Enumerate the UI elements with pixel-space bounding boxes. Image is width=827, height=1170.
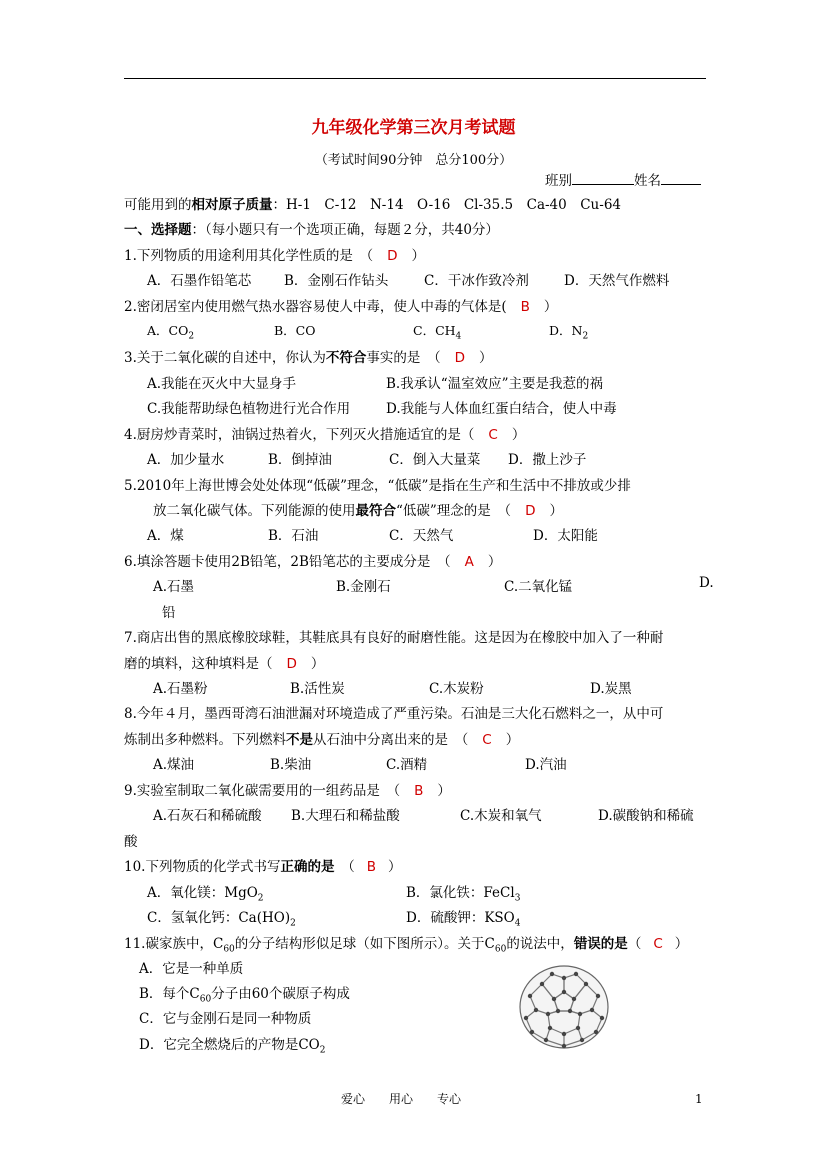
atomic-masses-bold: 相对原子质量: [191, 197, 273, 213]
exam-info: （考试时间90分钟 总分100分）: [314, 153, 513, 168]
q10-stem-1: 10.下列物质的化学式书写: [124, 859, 281, 875]
question-11: [124, 932, 688, 955]
q5-line-1: 5.2010年上海世博会处处体现“低碳”理念，“低碳”是指在生产和生活中不排放或少排: [124, 478, 631, 494]
q2-option-a[interactable]: [147, 321, 194, 342]
q7-line-2: 磨的填料，这种填料是（: [124, 656, 273, 672]
q2-d-sub: 2: [582, 331, 589, 342]
q2-option-b[interactable]: B．CO: [274, 323, 316, 338]
q11-close: ）: [674, 936, 689, 952]
q5-answer: D: [525, 503, 536, 519]
q2-c-text: C．CH: [413, 323, 456, 338]
q11-option-b[interactable]: [139, 982, 350, 1005]
q4-option-a[interactable]: A．加少量水: [147, 452, 225, 468]
question-5: [153, 499, 563, 519]
q3-bold: 不符合: [325, 350, 367, 366]
q11-d-text: D．它完全燃烧后的产物是CO: [139, 1037, 320, 1053]
q5-line-2a: 放二氧化碳气体。下列能源的使用: [153, 503, 356, 519]
atomic-masses: [124, 193, 621, 213]
q11-s4: （: [627, 936, 642, 952]
page-title: 九年级化学第三次月考试题: [311, 118, 516, 138]
c60-molecule-image: [518, 964, 610, 1050]
q7-close: ）: [310, 656, 325, 672]
q2-option-d[interactable]: [549, 321, 588, 342]
q4-stem: 4.厨房炒青菜时，油锅过热着火，下列灭火措施适宜的是（: [124, 427, 475, 443]
q11-s3: 的说法中，: [506, 936, 574, 952]
q9-option-a[interactable]: A.石灰石和稀硫酸: [153, 808, 262, 824]
atomic-masses-prefix: 可能用到的: [124, 197, 192, 213]
q9-option-c[interactable]: C.木炭和氧气: [460, 808, 542, 824]
q10-close: ）: [388, 859, 402, 875]
q6-option-a[interactable]: A.石墨: [153, 579, 195, 595]
q10-option-a[interactable]: [147, 881, 264, 904]
q11-option-d[interactable]: [139, 1033, 325, 1056]
q1-option-c[interactable]: C．干冰作致冷剂: [424, 273, 529, 289]
q9-stem: 9.实验室制取二氧化碳需要用的一组药品是 （: [124, 783, 401, 799]
q8-option-a[interactable]: A.煤油: [153, 757, 195, 773]
q11-bold: 错误的是: [573, 936, 628, 952]
q7-option-c[interactable]: C.木炭粉: [429, 681, 484, 697]
q10-c-text: C．氢氧化钙：Ca(HO): [147, 910, 291, 926]
q5-bold: 最符合: [355, 503, 396, 519]
q6-option-b[interactable]: B.金刚石: [336, 579, 391, 595]
q7-option-d[interactable]: D.炭黑: [590, 681, 632, 697]
q10-answer: B: [366, 859, 376, 875]
q3-option-d[interactable]: D.我能与人体血红蛋白结合，使人中毒: [386, 401, 617, 417]
q10-option-c[interactable]: [147, 906, 296, 929]
page-number: 1: [695, 1092, 703, 1106]
q4-option-b[interactable]: B．倒掉油: [268, 452, 332, 468]
q7-answer: D: [286, 656, 297, 672]
footer-motto: 爱心 用心 专心: [341, 1092, 462, 1106]
q10-stem-2: （: [334, 859, 355, 875]
q3-option-c[interactable]: C.我能帮助绿色植物进行光合作用: [147, 401, 351, 417]
q10-option-d[interactable]: [406, 906, 520, 929]
q6-option-d-continued: 铅: [162, 605, 176, 621]
q1-option-b[interactable]: B．金刚石作钻头: [284, 273, 389, 289]
q8-option-b[interactable]: B.柴油: [270, 757, 312, 773]
student-fields: [545, 169, 701, 189]
q1-option-a[interactable]: A．石墨作铅笔芯: [147, 273, 252, 289]
q2-stem: 2.密闭居室内使用燃气热水器容易使人中毒，使人中毒的气体是(: [124, 299, 507, 315]
q10-c-sub: 2: [290, 918, 296, 929]
q3-answer: D: [454, 350, 466, 366]
q8-bold: 不是: [286, 732, 313, 748]
q9-option-d-continued: 酸: [124, 834, 138, 850]
q6-stem: 6.填涂答题卡使用2B铅笔，2B铅笔芯的主要成分是 （: [124, 554, 451, 570]
q11-b-text-1: B．每个C: [139, 986, 200, 1002]
q11-option-a[interactable]: A．它是一种单质: [139, 961, 244, 977]
q5-line-2b: “低碳”理念的是 （: [396, 503, 512, 519]
q5-option-b[interactable]: B．石油: [268, 528, 319, 544]
q11-s2: 的分子结构形似足球（如下图所示）。关于C: [234, 936, 495, 952]
q11-sub2: 60: [494, 944, 507, 955]
q6-close: ）: [487, 554, 502, 570]
q11-b-sub: 60: [199, 994, 212, 1005]
q11-d-sub: 2: [319, 1045, 326, 1056]
q1-close: ）: [411, 248, 426, 264]
q8-option-c[interactable]: C.酒精: [386, 757, 428, 773]
q5-option-d[interactable]: D．太阳能: [533, 528, 598, 544]
q2-a-sub: 2: [188, 331, 195, 342]
q1-option-d[interactable]: D．天然气作燃料: [564, 273, 670, 289]
name-label: 姓名: [634, 173, 661, 189]
q7-option-b[interactable]: B.活性炭: [290, 681, 345, 697]
question-2: [124, 295, 557, 315]
q2-d-text: D．N: [549, 323, 583, 338]
q5-option-a[interactable]: A．煤: [147, 528, 184, 544]
q3-stem-1: 3.关于二氧化碳的自述中，你认为: [124, 350, 326, 366]
name-blank[interactable]: [661, 172, 701, 185]
question-4: [124, 423, 525, 443]
q3-option-b[interactable]: B.我承认“温室效应”主要是我惹的祸: [386, 376, 604, 392]
q9-option-d[interactable]: D.碳酸钠和稀硫: [598, 808, 694, 824]
question-8: [124, 728, 519, 748]
q8-close: ）: [505, 732, 520, 748]
q10-d-text: D．硫酸钾：KSO: [406, 910, 515, 926]
q8-option-d[interactable]: D.汽油: [525, 757, 567, 773]
class-label: 班别: [545, 173, 572, 189]
q9-option-b[interactable]: B.大理石和稀盐酸: [291, 808, 400, 824]
q11-option-c[interactable]: C．它与金刚石是同一种物质: [139, 1011, 312, 1027]
q1-answer: D: [387, 248, 398, 264]
question-10: [124, 855, 402, 875]
question-7: [124, 652, 324, 672]
q3-stem-2: 事实的是 （: [366, 350, 441, 366]
q8-line-2b: 从石油中分离出来的是 （: [313, 732, 469, 748]
q9-answer: B: [414, 783, 424, 799]
q4-option-d[interactable]: D．撒上沙子: [508, 452, 587, 468]
q8-line-1: 8.今年４月，墨西哥湾石油泄漏对环境造成了严重污染。石油是三大化石燃料之一，从中可: [124, 706, 664, 722]
section-note: ：（每小题只有一个选项正确，每题２分，共40分）: [191, 222, 499, 238]
q4-close: ）: [511, 427, 526, 443]
q7-line-1: 7.商店出售的黑底橡胶球鞋，其鞋底具有良好的耐磨性能。这是因为在橡胶中加入了一种耐: [124, 630, 664, 646]
q3-close: ）: [479, 350, 493, 366]
q11-answer: C: [653, 936, 663, 952]
q10-a-text: A．氧化镁：MgO: [147, 885, 258, 901]
q2-answer: B: [520, 299, 530, 315]
q10-d-sub: 4: [514, 918, 521, 929]
q10-b-text: B．氯化铁：FeCl: [406, 885, 515, 901]
q4-option-c[interactable]: C．倒入大量菜: [389, 452, 481, 468]
q10-b-sub: 3: [514, 893, 521, 904]
q3-option-a[interactable]: A.我能在灭火中大显身手: [147, 376, 297, 392]
q11-sub1: 60: [223, 944, 235, 955]
q6-answer: A: [464, 554, 474, 570]
q9-close: ）: [437, 783, 451, 799]
q7-option-a[interactable]: A.石墨粉: [153, 681, 208, 697]
q5-close: ）: [549, 503, 563, 519]
q4-answer: C: [488, 427, 498, 443]
question-6: [124, 550, 501, 570]
atomic-masses-values: ：H-1 C-12 N-14 O-16 Cl-35.5 Ca-40 Cu-64: [272, 197, 621, 213]
q10-a-sub: 2: [257, 893, 264, 904]
question-9: [124, 779, 451, 799]
class-blank[interactable]: [572, 172, 634, 185]
q2-option-c[interactable]: [413, 321, 461, 342]
q8-answer: C: [482, 732, 492, 748]
q11-b-text-2: 分子由60个碳原子构成: [211, 986, 350, 1002]
q10-bold: 正确的是: [280, 859, 335, 875]
question-1: [124, 244, 425, 264]
q11-s1: 11.碳家族中，C: [124, 936, 224, 952]
q5-option-c[interactable]: C．天然气: [389, 528, 454, 544]
q2-close: ）: [543, 299, 558, 315]
q2-c-sub: 4: [455, 331, 462, 342]
section-title: 一、选择题: [124, 222, 192, 238]
q2-a-text: A．CO: [147, 323, 189, 338]
section-heading: [124, 218, 499, 238]
q8-line-2a: 炼制出多种燃料。下列燃料: [124, 732, 286, 748]
header-rule: [124, 78, 706, 79]
question-3: [124, 346, 493, 366]
q6-option-c[interactable]: C.二氧化锰: [504, 579, 573, 595]
q1-stem: 1.下列物质的用途利用其化学性质的是 （: [124, 248, 374, 264]
q6-option-d[interactable]: D.: [699, 575, 714, 591]
q10-option-b[interactable]: [406, 881, 520, 904]
